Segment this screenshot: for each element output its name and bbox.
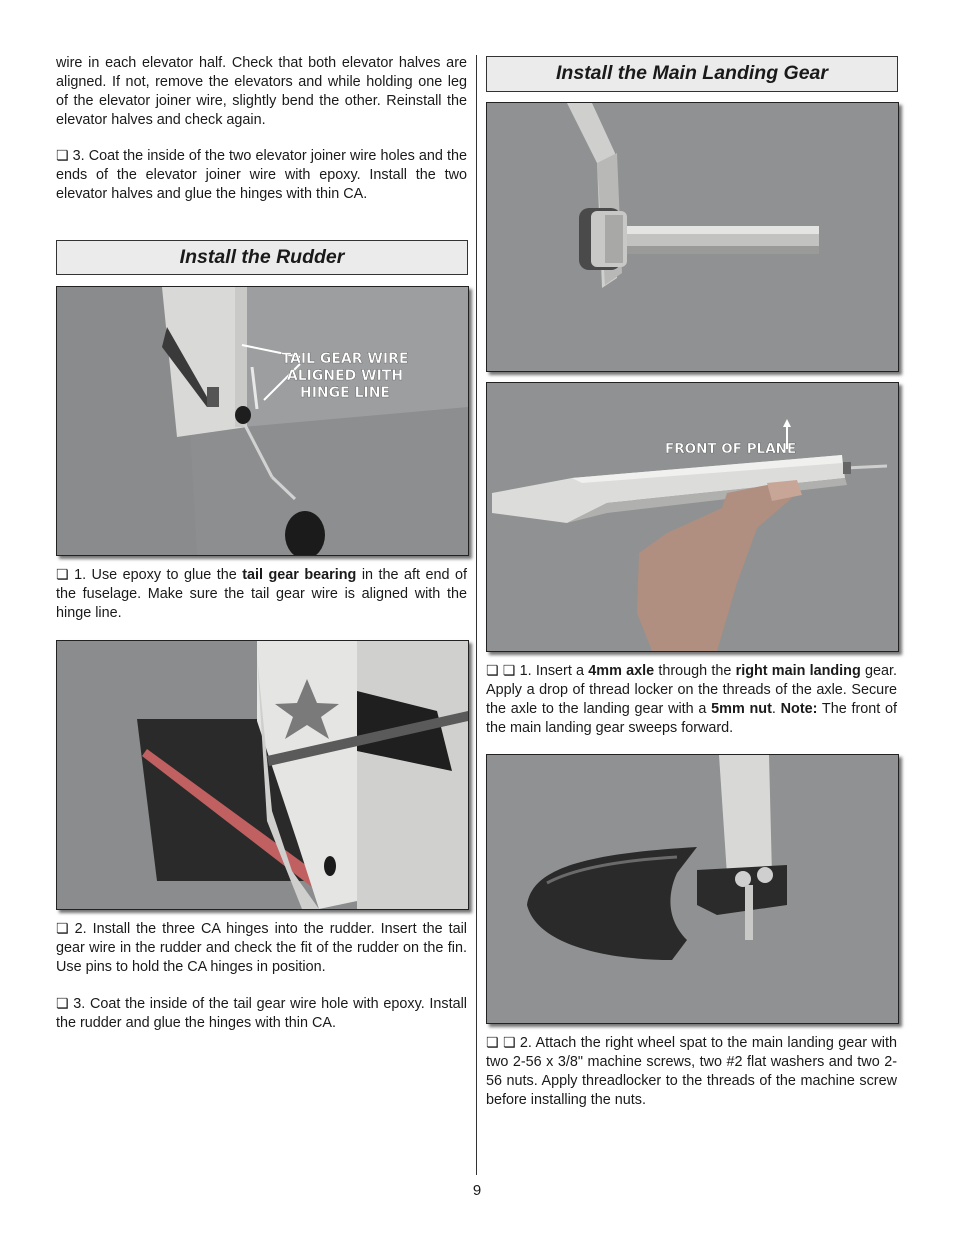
checkbox-icon[interactable]: ❏ xyxy=(486,1035,499,1051)
rudder-step-2: ❏ 2. Install the three CA hinges into the rudder. Insert the tail gear wire in the rudder and check the fit of the rudder on the fin. Use pins to hold the CA hinges in position. xyxy=(56,921,468,975)
callout-line-3: HINGE LINE xyxy=(300,385,390,401)
rudder-step-3: ❏ 3. Coat the inside of the tail gear wire hole with epoxy. Install the rudder and glue the hinges with thin CA. xyxy=(56,996,467,1031)
page-number: 9 xyxy=(472,1182,482,1199)
rudder-photo xyxy=(56,640,469,910)
gear-step-2: ❏ ❏ 2. Attach the right wheel spat to the main landing gear with two 2-56 x 3/8" machine screws, two #2 flat washers and two 2-56 nuts. Apply threadlocker to the threads of the machine screw before installing the nuts. xyxy=(486,1035,897,1108)
landing-gear-photo xyxy=(486,382,899,652)
intro-paragraph: wire in each elevator half. Check that both elevator halves are aligned. If not, remove the elevators and while holding one leg of the elevator joiner wire, slightly bend the other. Reinstall the elevator halves and check again. xyxy=(56,55,467,128)
axle-photo xyxy=(486,102,899,372)
wheel-spat-photo xyxy=(486,754,899,1024)
tail-gear-photo xyxy=(56,286,469,556)
column-divider xyxy=(476,55,477,1175)
checkbox-icon[interactable]: ❏ xyxy=(502,663,516,679)
checkbox-icon[interactable]: ❏ xyxy=(56,567,69,583)
gear-step-1: ❏ ❏ 1. Insert a 4mm axle through the right main landing gear. Apply a drop of thread locker on the threads of the axle. Secure the axle to the landing gear with a 5mm nut. Note: The front of the main landing gear sweeps forward. xyxy=(486,663,897,736)
elevator-step-3: ❏ 3. Coat the inside of the two elevator joiner wire holes and the ends of the elevator joiner wire with epoxy. Install the two elevator halves and glue the hinges with thin CA. xyxy=(56,148,467,202)
callout-line-2: ALIGNED WITH xyxy=(286,368,404,384)
callout-line-1: TAIL GEAR WIRE xyxy=(281,351,409,367)
front-of-plane-callout: FRONT OF PLANE xyxy=(665,441,797,457)
checkbox-icon[interactable]: ❏ xyxy=(56,148,69,164)
rudder-section-heading: Install the Rudder xyxy=(56,240,468,275)
checkbox-icon[interactable]: ❏ xyxy=(502,1035,516,1051)
rudder-step-1: ❏ 1. Use epoxy to glue the tail gear bearing in the aft end of the fuselage. Make sure the tail gear wire is aligned with the hinge line. xyxy=(56,567,467,621)
checkbox-icon[interactable]: ❏ xyxy=(56,996,69,1012)
landing-gear-section-heading: Install the Main Landing Gear xyxy=(486,56,898,92)
checkbox-icon[interactable]: ❏ xyxy=(56,921,69,937)
checkbox-icon[interactable]: ❏ xyxy=(486,663,499,679)
